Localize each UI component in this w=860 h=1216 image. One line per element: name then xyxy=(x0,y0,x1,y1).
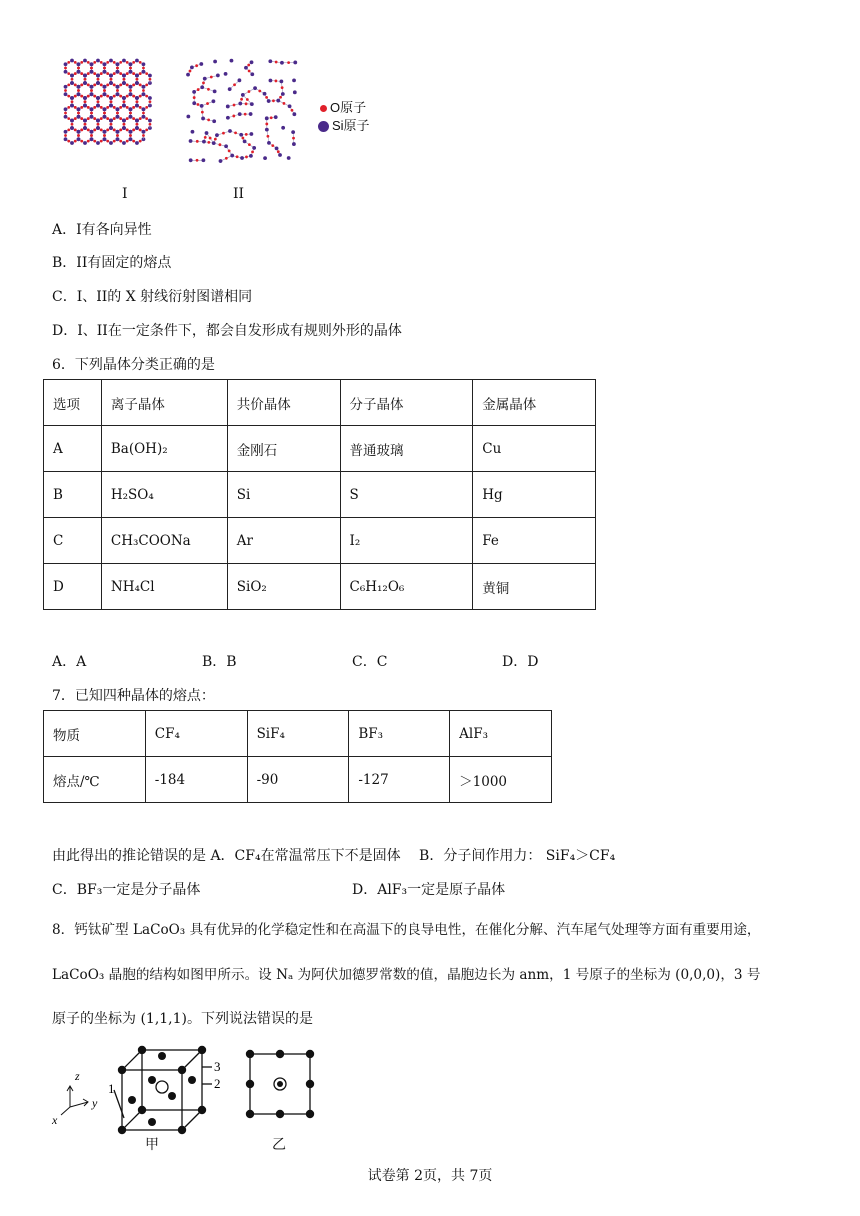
q5-option-a: A．I有各向异性 xyxy=(52,222,152,238)
table-cell: Ba(OH)₂ xyxy=(101,426,227,472)
table-cell: A xyxy=(44,426,102,472)
q5-option-c: C．I、II的 X 射线衍射图谱相同 xyxy=(52,289,253,305)
table-header: 物质 xyxy=(44,711,146,757)
table-cell: -127 xyxy=(349,757,450,803)
table-header: 选项 xyxy=(44,380,102,426)
table-cell: ＞1000 xyxy=(450,757,552,803)
q6-option-a: A．A xyxy=(52,654,87,670)
table-row xyxy=(44,757,552,803)
axis-label-z: z xyxy=(75,1069,80,1083)
figure-jia-label: 甲 xyxy=(145,1137,159,1153)
table-cell: CH₃COONa xyxy=(101,518,227,564)
ordered-lattice-I xyxy=(64,59,152,145)
table-header: 分子晶体 xyxy=(340,380,473,426)
q7-line1: 由此得出的推论错误的是 A．CF₄在常温常压下不是固体 B．分子间作用力： SiF₄＞CF₄ xyxy=(52,848,616,864)
table-cell: D xyxy=(44,564,102,610)
body-center-atom xyxy=(156,1081,168,1093)
table-cell: I₂ xyxy=(340,518,473,564)
table-cell: B xyxy=(44,472,102,518)
table-header: AlF₃ xyxy=(450,711,552,757)
axis-label-x: x xyxy=(52,1113,58,1127)
disordered-lattice-II xyxy=(186,59,297,163)
table-cell: H₂SO₄ xyxy=(101,472,227,518)
q6-option-b: B．B xyxy=(202,654,237,670)
table-cell: S xyxy=(340,472,473,518)
axis-label-y: y xyxy=(92,1096,98,1110)
cube-label-1: 1 xyxy=(108,1081,115,1096)
table-header: BF₃ xyxy=(349,711,450,757)
table-row xyxy=(44,564,596,610)
table-cell: Fe xyxy=(473,518,596,564)
table-cell: Hg xyxy=(473,472,596,518)
si-atom-icon xyxy=(318,121,329,132)
table-cell: C₆H₁₂O₆ xyxy=(340,564,473,610)
lattice-label-II: II xyxy=(233,186,245,202)
table-cell: -90 xyxy=(247,757,349,803)
table-header: 金属晶体 xyxy=(473,380,596,426)
q7-option-d: D．AlF₃一定是原子晶体 xyxy=(352,882,506,898)
q8-line1: 8．钙钛矿型 LaCoO₃ 具有优异的化学稳定性和在高温下的良导电性，在催化分解、汽车尾气处理等方面有重要用途， xyxy=(52,922,761,938)
table-cell: -184 xyxy=(145,757,247,803)
q5-option-b: B．II有固定的熔点 xyxy=(52,255,172,271)
table-cell: SiO₂ xyxy=(227,564,340,610)
q7-table xyxy=(43,710,552,803)
table-row xyxy=(44,472,596,518)
table-header: CF₄ xyxy=(145,711,247,757)
q6-option-c: C．C xyxy=(352,654,388,670)
table-row xyxy=(44,426,596,472)
table-cell: 金刚石 xyxy=(227,426,340,472)
q7-option-c: C．BF₃一定是分子晶体 xyxy=(52,882,201,898)
projection-square xyxy=(246,1050,314,1118)
q7-stem: 7．已知四种晶体的熔点： xyxy=(52,688,215,704)
table-cell: 普通玻璃 xyxy=(340,426,473,472)
crystal-figure xyxy=(60,58,310,183)
figure-yi-label: 乙 xyxy=(272,1137,286,1153)
cube-label-2: 2 xyxy=(214,1076,221,1091)
page-footer: 试卷第 2页，共 7页 xyxy=(367,1168,493,1184)
cube-label-3: 3 xyxy=(214,1059,221,1074)
legend-o-atom: O原子 xyxy=(320,97,366,116)
lattice-label-I: I xyxy=(122,186,128,202)
q8-line2: LaCoO₃ 晶胞的结构如图甲所示。设 Nₐ 为阿伏加德罗常数的值，晶胞边长为 anm，1 号原子的坐标为 (0,0,0)，3 号 xyxy=(52,967,761,983)
q6-table xyxy=(43,379,596,610)
o-atom-icon xyxy=(320,105,327,112)
table-row xyxy=(44,711,552,757)
table-cell: C xyxy=(44,518,102,564)
table-cell: NH₄Cl xyxy=(101,564,227,610)
table-cell: Ar xyxy=(227,518,340,564)
q8-line3: 原子的坐标为 (1,1,1)。下列说法错误的是 xyxy=(52,1011,313,1027)
table-cell: 熔点/℃ xyxy=(44,757,146,803)
axis-arrows xyxy=(61,1086,88,1115)
unit-cell-figure xyxy=(50,1040,330,1155)
table-header: SiF₄ xyxy=(247,711,349,757)
q6-option-d: D．D xyxy=(502,654,539,670)
q5-option-d: D．I、II在一定条件下，都会自发形成有规则外形的晶体 xyxy=(52,323,402,339)
legend-si-atom: Si原子 xyxy=(318,115,370,134)
table-cell: Si xyxy=(227,472,340,518)
table-header: 共价晶体 xyxy=(227,380,340,426)
q6-stem: 6．下列晶体分类正确的是 xyxy=(52,357,215,373)
table-row xyxy=(44,518,596,564)
table-cell: 黄铜 xyxy=(473,564,596,610)
table-header: 离子晶体 xyxy=(101,380,227,426)
table-row xyxy=(44,380,596,426)
table-cell: Cu xyxy=(473,426,596,472)
